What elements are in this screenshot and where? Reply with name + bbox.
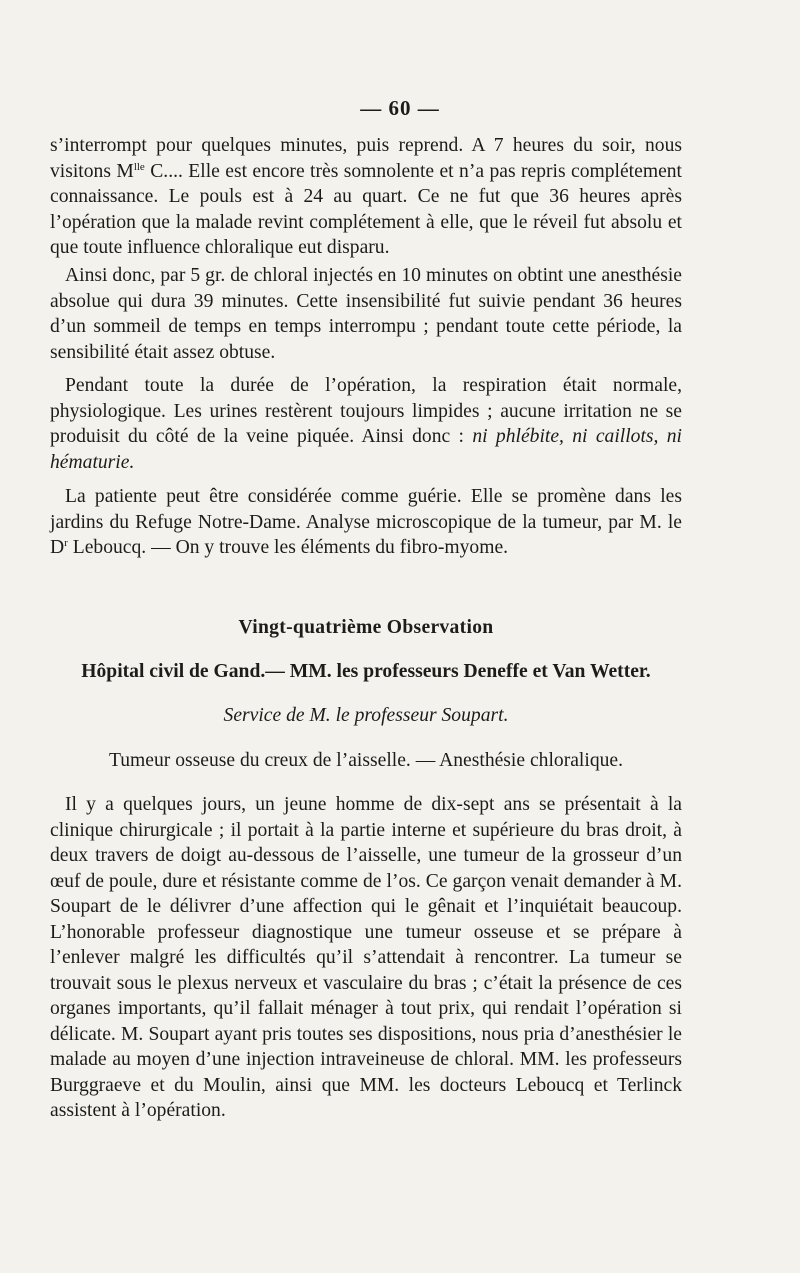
superscript-mlle: lle <box>133 160 145 173</box>
service-heading <box>50 703 682 729</box>
hospital-heading <box>50 659 682 685</box>
page-number: — 60 — <box>360 96 440 120</box>
observation-heading <box>50 615 682 641</box>
paragraph-2 <box>50 263 682 365</box>
paragraph-1-text: s’interrompt pour quelques minutes, puis reprend. A 7 heures du soir, nous visitons M <box>50 135 682 182</box>
paragraph-1-rest: C.... Elle est encore très somnolente et n’a pas repris complétement connaissance. Le pouls est à 24 au quart. Ce ne fut que 36 heures après l’opération que la malade revint complétement à elle, que le réveil fut absolu et que toute influence chloralique eut disparu. <box>50 160 683 258</box>
hospital-line: Hôpital civil de Gand.— MM. les professeurs Deneffe et Van Wetter. <box>81 661 651 682</box>
tumor-line: Tumeur osseuse du creux de l’aisselle. — Anesthésie chloralique. <box>108 750 624 771</box>
paragraph-5 <box>50 792 682 1124</box>
paragraph-3 <box>50 373 682 475</box>
paragraph-5-text: Il y a quelques jours, un jeune homme de dix-sept ans se présentait à la clinique chirurgicale ; il portait à la partie interne et supérieure du bras droit, à deux travers de doigt au-dessous de l’aisselle, une tumeur de la grosseur d’un œuf de poule, dure et résistante comme de l’os. Ce garçon venait demander à M. Soupart de le délivrer d’une affection qui le gênait et l’inquiétait beaucoup. L’honorable professeur diagnostique une tumeur osseuse et se prépare à l’enlever malgré les difficultés qu’il s’attendait à rencontrer. La tumeur se trouvait sous le plexus nerveux et vasculaire du bras ; c’était la présence de ces organes importants, qu’il fallait ménager à tout prix, qui rendait l’opération si délicate. M. Soupart ayant pris toutes ses dispositions, nous pria d’anesthésier le malade au moyen d’une injection intraveineuse de chloral. MM. les professeurs Burggraeve et du Moulin, ainsi que MM. les docteurs Leboucq et Terlinck assistent à l’opération. <box>50 794 682 1121</box>
paragraph-4-text: La patiente peut être considérée comme guérie. Elle se promène dans les jardins du Refuge Notre-Dame. Analyse microscopique de la tumeur, par M. le D <box>50 486 682 558</box>
paragraph-4 <box>50 484 682 561</box>
paragraph-4-rest: Leboucq. — On y trouve les éléments du fibro-myome. <box>67 537 509 558</box>
paragraph-1 <box>50 133 682 261</box>
paragraph-3-italic: ni phlébite, ni caillots, ni hématurie. <box>50 426 683 473</box>
tumor-heading <box>50 748 682 774</box>
observation-title: Vingt-quatrième Observation <box>238 617 494 638</box>
superscript-dr: r <box>64 537 68 549</box>
service-line: Service de M. le professeur Soupart. <box>223 705 509 726</box>
paragraph-2-text: Ainsi donc, par 5 gr. de chloral injectés en 10 minutes on obtint une anesthésie absolue qui dura 39 minutes. Cette insensibilité fut suivie pendant 36 heures d’un sommeil de temps en temps interrompu ; pendant toute cette période, la sensibilité était assez obtuse. <box>50 265 682 363</box>
paragraph-3-text: Pendant toute la durée de l’opération, la respiration était normale, physiologique. Les urines restèrent toujours limpides ; aucune irritation ne se produisit du côté de la veine piquée. Ainsi donc : <box>50 375 682 447</box>
